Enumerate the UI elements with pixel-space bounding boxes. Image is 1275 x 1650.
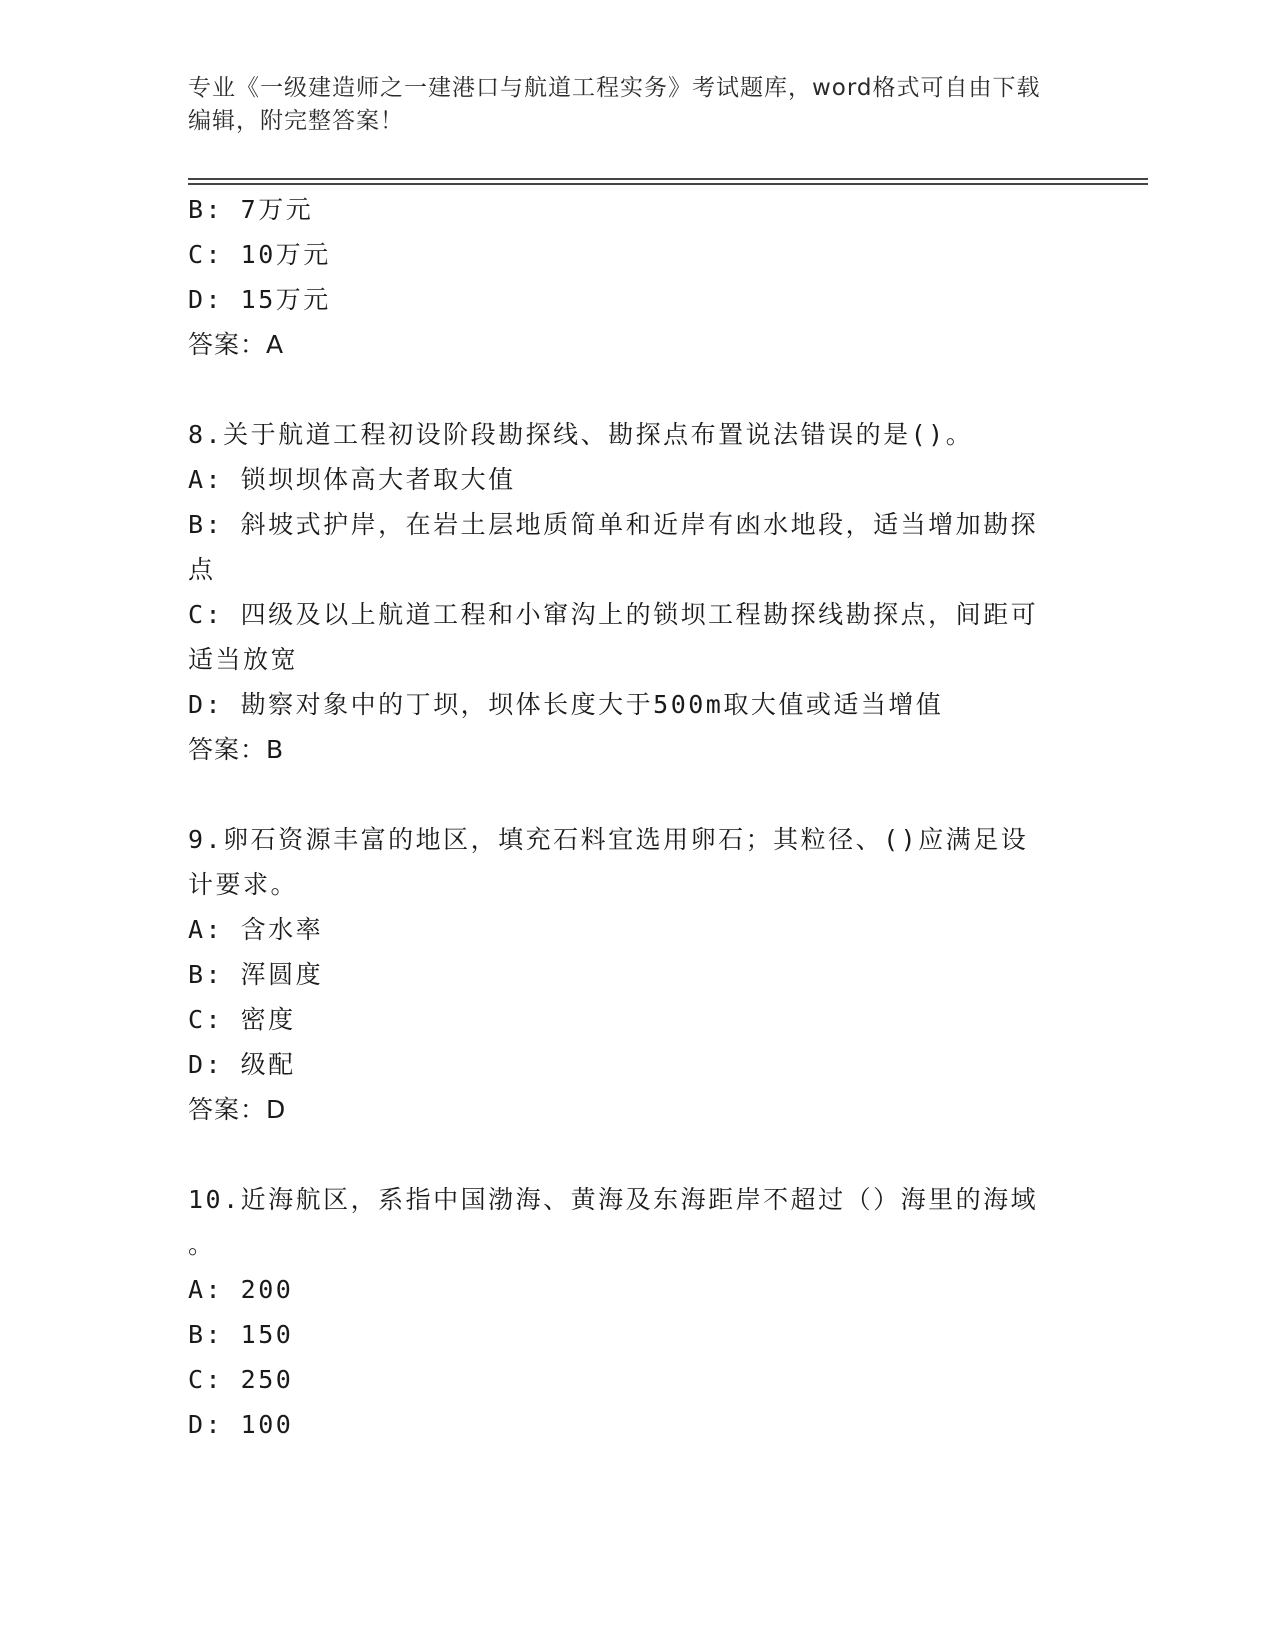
q7-option-b: B: 7万元 xyxy=(188,195,314,224)
q10-stem: 10.近海航区，系指中国渤海、黄海及东海距岸不超过（）海里的海域 xyxy=(188,1185,1039,1214)
q9-option-c: C: 密度 xyxy=(188,1005,296,1034)
q8-option-d: D: 勘察对象中的丁坝，坝体长度大于500m取大值或适当增值 xyxy=(188,690,944,719)
q8-option-c: C: 四级及以上航道工程和小窜沟上的锁坝工程勘探线勘探点，间距可 xyxy=(188,600,1039,629)
q8-stem: 8.关于航道工程初设阶段勘探线、勘探点布置说法错误的是()。 xyxy=(188,420,974,449)
header-divider-bottom xyxy=(188,183,1148,185)
document-header xyxy=(188,72,1068,138)
q9-stem-cont: 计要求。 xyxy=(188,870,299,899)
q10-option-c: C: 250 xyxy=(188,1365,294,1394)
q8-option-b: B: 斜坡式护岸，在岩土层地质简单和近岸有凼水地段，适当增加勘探 xyxy=(188,510,1039,539)
q9-option-d: D: 级配 xyxy=(188,1050,296,1079)
q7-answer: 答案：A xyxy=(188,330,285,359)
header-divider-top xyxy=(188,178,1148,180)
q10-option-a: A: 200 xyxy=(188,1275,294,1304)
q10-option-b: B: 150 xyxy=(188,1320,294,1349)
q8-answer: 答案：B xyxy=(188,735,285,764)
q7-option-c: C: 10万元 xyxy=(188,240,331,269)
header-line-2: 编辑，附完整答案！ xyxy=(188,108,404,134)
q9-option-a: A: 含水率 xyxy=(188,915,324,944)
q8-option-c-cont: 适当放宽 xyxy=(188,645,299,674)
q8-option-b-cont: 点 xyxy=(188,555,216,584)
q9-stem: 9.卵石资源丰富的地区，填充石料宜选用卵石；其粒径、()应满足设 xyxy=(188,825,1029,854)
q10-option-d: D: 100 xyxy=(188,1410,294,1439)
header-line-1: 专业《一级建造师之一建港口与航道工程实务》考试题库，word格式可自由下载 xyxy=(188,75,1041,101)
q8-option-a: A: 锁坝坝体高大者取大值 xyxy=(188,465,516,494)
q9-answer: 答案：D xyxy=(188,1095,287,1124)
q9-option-b: B: 浑圆度 xyxy=(188,960,324,989)
q7-option-d: D: 15万元 xyxy=(188,285,331,314)
q10-stem-cont: 。 xyxy=(188,1230,216,1259)
